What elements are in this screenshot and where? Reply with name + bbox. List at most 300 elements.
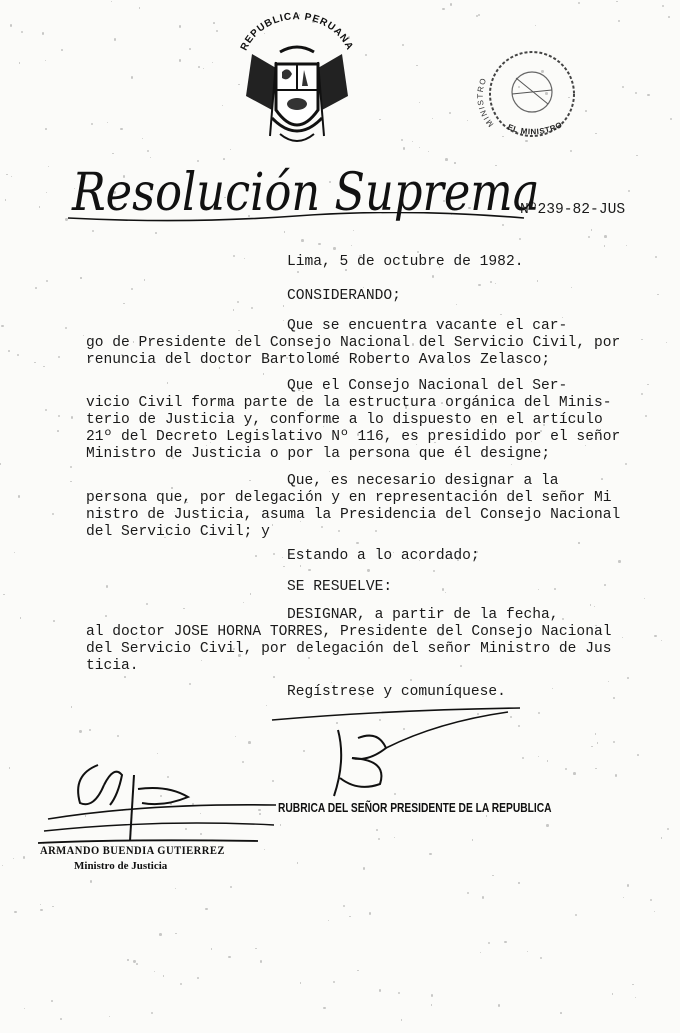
scan-speck	[394, 837, 395, 838]
scan-speck	[70, 466, 72, 468]
scan-speck	[233, 309, 234, 310]
scan-speck	[650, 899, 652, 901]
scan-speck	[565, 768, 567, 770]
scan-speck	[604, 584, 606, 586]
scan-speck	[375, 530, 377, 532]
scan-speck	[608, 681, 609, 682]
scan-speck	[243, 602, 244, 603]
document-title: Resolución Suprema	[72, 163, 540, 223]
scan-speck	[111, 1, 112, 2]
scan-speck	[431, 994, 433, 996]
scan-speck	[223, 158, 225, 160]
scan-speck	[11, 176, 12, 177]
paragraph-1-line: Que se encuentra vacante el car-	[287, 318, 568, 334]
scan-speck	[570, 150, 572, 152]
scan-speck	[467, 892, 469, 894]
scan-speck	[34, 362, 35, 363]
scan-speck	[668, 16, 670, 18]
scan-speck	[644, 598, 646, 600]
scan-speck	[595, 133, 596, 134]
scan-speck	[53, 620, 55, 622]
scan-speck	[203, 68, 204, 69]
scan-speck	[365, 54, 367, 56]
scan-speck	[578, 542, 579, 543]
scan-speck	[353, 230, 355, 232]
scan-speck	[343, 905, 345, 907]
scan-speck	[641, 393, 643, 395]
scan-speck	[591, 746, 593, 748]
scan-speck	[120, 128, 123, 131]
scan-speck	[628, 190, 630, 192]
scan-speck	[502, 224, 504, 226]
scan-speck	[486, 815, 488, 817]
scan-speck	[537, 280, 539, 282]
scan-speck	[283, 320, 284, 321]
scan-speck	[626, 245, 627, 246]
scan-speck	[657, 294, 659, 296]
scan-speck	[627, 677, 629, 679]
scan-speck	[51, 1000, 53, 1002]
paragraph-3-line: Que, es necesario designar a la	[287, 473, 559, 489]
scan-speck	[235, 736, 236, 737]
scan-speck	[1, 325, 4, 328]
scan-speck	[492, 875, 493, 876]
scan-speck	[622, 637, 623, 638]
scan-speck	[573, 772, 576, 775]
scan-speck	[442, 8, 444, 10]
scan-speck	[627, 884, 630, 887]
scan-speck	[552, 688, 553, 689]
scan-speck	[222, 105, 223, 106]
scan-speck	[213, 22, 215, 24]
scan-speck	[300, 565, 302, 567]
scan-speck	[230, 149, 231, 150]
scan-speck	[230, 886, 232, 888]
scan-speck	[398, 992, 400, 994]
scan-speck	[432, 118, 433, 119]
scan-speck	[142, 138, 143, 139]
scan-speck	[416, 65, 417, 66]
scan-speck	[604, 235, 607, 238]
scan-speck	[23, 856, 25, 858]
scan-speck	[428, 151, 430, 153]
scan-speck	[654, 635, 656, 637]
scan-speck	[571, 287, 572, 288]
scan-speck	[636, 155, 637, 156]
scan-speck	[197, 160, 199, 162]
scan-speck	[45, 409, 47, 411]
scan-speck	[18, 495, 20, 497]
scan-speck	[662, 5, 664, 7]
scan-speck	[19, 62, 21, 64]
scan-speck	[433, 570, 435, 572]
scan-speck	[255, 555, 257, 557]
scan-speck	[179, 25, 181, 27]
scan-speck	[623, 897, 624, 898]
paragraph-1-line: renuncia del doctor Bartolomé Roberto Avalos Zelasco;	[86, 352, 551, 368]
scan-speck	[283, 566, 284, 567]
scan-speck	[42, 32, 44, 34]
scan-speck	[331, 682, 332, 683]
scan-speck	[205, 908, 208, 911]
scan-speck	[641, 339, 643, 341]
scan-speck	[333, 247, 335, 249]
scan-speck	[45, 128, 47, 130]
scan-speck	[328, 920, 329, 921]
scan-speck	[518, 882, 519, 883]
scan-speck	[594, 606, 595, 607]
scan-speck	[175, 888, 176, 889]
scan-speck	[535, 25, 536, 26]
scan-speck	[442, 588, 444, 590]
scan-speck	[2, 865, 3, 866]
scan-speck	[211, 948, 212, 949]
scan-speck	[14, 552, 15, 553]
scan-speck	[616, 1, 617, 2]
svg-text:EL MINISTRO	[506, 120, 564, 136]
scan-speck	[300, 982, 301, 983]
scan-speck	[154, 971, 155, 972]
scan-speck	[613, 697, 615, 699]
scan-speck	[201, 660, 202, 661]
scan-speck	[0, 463, 1, 464]
scan-speck	[52, 906, 54, 908]
scan-speck	[127, 959, 128, 960]
scan-speck	[431, 1004, 432, 1005]
scan-speck	[401, 1019, 402, 1020]
scan-speck	[133, 960, 135, 962]
scan-speck	[238, 330, 239, 331]
rubrica-caption: RUBRICA DEL SEÑOR PRESIDENTE DE LA REPUBLICA	[278, 801, 552, 815]
paragraph-4-line: al doctor JOSE HORNA TORRES, Presidente del Consejo Nacional	[86, 624, 612, 640]
scan-speck	[175, 933, 176, 934]
considerando-heading: CONSIDERANDO;	[287, 288, 401, 304]
scan-speck	[90, 880, 92, 882]
scan-speck	[58, 356, 60, 358]
paragraph-4-line: ticia.	[86, 658, 139, 674]
scan-speck	[24, 1008, 25, 1009]
scan-speck	[35, 287, 37, 289]
scan-speck	[450, 3, 452, 5]
scan-speck	[136, 963, 138, 965]
scan-speck	[488, 942, 490, 944]
scan-speck	[297, 862, 299, 864]
scan-speck	[250, 593, 252, 595]
scan-speck	[70, 481, 72, 483]
scan-speck	[554, 588, 556, 590]
scan-speck	[402, 44, 404, 46]
scan-speck	[412, 141, 413, 142]
scan-speck	[369, 912, 371, 914]
scan-speck	[155, 232, 157, 234]
scan-speck	[419, 102, 420, 103]
scan-speck	[647, 384, 649, 386]
scan-speck	[171, 487, 172, 488]
paragraph-1-line: go de Presidente del Consejo Nacional del Servicio Civil, por	[86, 335, 621, 351]
scan-speck	[91, 123, 93, 125]
scan-speck	[356, 542, 358, 544]
scan-speck	[670, 118, 672, 120]
scan-speck	[410, 679, 412, 681]
scan-speck	[490, 281, 492, 283]
scan-speck	[460, 665, 462, 667]
scan-speck	[367, 569, 369, 571]
scan-speck	[297, 271, 299, 273]
scan-speck	[46, 280, 48, 282]
scan-speck	[117, 735, 119, 737]
paragraph-4-line: del Servicio Civil, por delegación del señor Ministro de Jus	[86, 641, 612, 657]
scan-speck	[249, 480, 250, 481]
scan-speck	[622, 86, 624, 88]
scan-speck	[591, 229, 592, 230]
ministry-seal-stamp-icon	[472, 42, 590, 142]
paragraph-2-line: Ministro de Justicia o por la persona que él designe;	[86, 446, 551, 462]
scan-speck	[272, 524, 273, 525]
scan-speck	[179, 59, 182, 62]
scan-speck	[13, 858, 14, 859]
scan-speck	[351, 245, 352, 246]
scan-speck	[476, 15, 478, 17]
paragraph-2-line: terio de Justicia y, conforme a lo dispuesto en el artículo	[86, 412, 603, 428]
scan-speck	[333, 981, 335, 983]
scan-speck	[401, 139, 403, 141]
scan-speck	[17, 354, 19, 356]
scan-speck	[482, 896, 484, 898]
scan-speck	[20, 617, 21, 618]
scan-speck	[237, 301, 239, 303]
crest-text: REPUBLICA PERUANA	[238, 11, 356, 53]
date-line: Lima, 5 de octubre de 1982.	[287, 254, 524, 270]
scan-speck	[595, 768, 597, 770]
paragraph-3-line: nistro de Justicia, asuma la Presidencia del Consejo Nacional	[86, 507, 621, 523]
scan-speck	[540, 957, 543, 960]
scan-speck	[635, 997, 636, 998]
scan-speck	[40, 909, 42, 911]
scan-speck	[445, 158, 448, 161]
scan-speck	[283, 305, 284, 306]
scan-speck	[107, 122, 108, 123]
scan-speck	[71, 416, 73, 418]
scan-speck	[321, 526, 323, 528]
scan-speck	[618, 20, 620, 22]
scan-speck	[588, 236, 590, 238]
scan-speck	[480, 952, 481, 953]
scan-speck	[189, 48, 191, 50]
paragraph-2-line: Que el Consejo Nacional del Ser-	[287, 378, 568, 394]
scan-speck	[654, 911, 656, 913]
scan-speck	[376, 829, 378, 831]
scan-speck	[124, 676, 126, 678]
scan-speck	[667, 828, 669, 830]
paragraph-4-line: DESIGNAR, a partir de la fecha,	[287, 607, 559, 623]
scan-speck	[625, 463, 627, 465]
scan-speck	[57, 430, 59, 432]
scan-speck	[647, 94, 649, 96]
scan-speck	[233, 255, 235, 257]
scan-speck	[79, 730, 81, 732]
scan-speck	[150, 157, 151, 158]
scan-speck	[105, 615, 107, 617]
scan-speck	[106, 585, 109, 588]
scan-speck	[661, 837, 663, 839]
scan-speck	[456, 304, 457, 305]
scan-speck	[144, 279, 145, 280]
scan-speck	[495, 283, 496, 284]
scan-speck	[216, 30, 218, 32]
scan-speck	[273, 553, 275, 555]
scan-speck	[498, 1004, 500, 1006]
scan-speck	[147, 150, 149, 152]
scan-speck	[378, 838, 380, 840]
scan-speck	[6, 174, 8, 176]
scan-speck	[92, 230, 94, 232]
scan-speck	[632, 984, 633, 985]
scan-speck	[109, 1016, 111, 1018]
scan-speck	[71, 706, 73, 708]
paragraph-2-line: vicio Civil forma parte de la estructura orgánica del Minis-	[86, 395, 612, 411]
paragraph-3-line: persona que, por delegación y en representación del señor Mi	[86, 490, 612, 506]
scan-speck	[538, 589, 539, 590]
scan-speck	[159, 933, 162, 936]
svg-text:MINISTRO	[476, 76, 496, 128]
resuelve-heading: SE RESUELVE:	[287, 579, 393, 595]
scan-speck	[323, 1007, 326, 1010]
scan-speck	[114, 38, 116, 40]
scan-speck	[308, 569, 310, 571]
scan-speck	[595, 733, 596, 734]
scan-speck	[198, 66, 200, 68]
scan-speck	[472, 839, 473, 840]
scan-speck	[151, 1012, 153, 1014]
scan-speck	[478, 14, 480, 16]
scan-speck	[284, 231, 286, 233]
scan-speck	[575, 914, 577, 916]
scan-speck	[301, 239, 304, 242]
scan-speck	[123, 303, 124, 304]
scan-speck	[263, 373, 265, 375]
scan-speck	[403, 147, 406, 150]
scan-speck	[519, 238, 521, 240]
closing-line: Regístrese y comuníquese.	[287, 684, 506, 700]
scan-speck	[46, 192, 47, 193]
scan-speck	[163, 975, 164, 976]
scan-speck	[547, 760, 548, 761]
resolution-number: Nº239-82-JUS	[520, 202, 626, 218]
scan-speck	[655, 256, 657, 258]
scan-speck	[10, 24, 13, 27]
scan-speck	[45, 60, 46, 61]
scan-speck	[417, 251, 419, 253]
coat-of-arms-icon	[232, 6, 362, 156]
scan-speck	[260, 960, 262, 962]
scan-speck	[48, 166, 49, 167]
scan-speck	[527, 951, 528, 952]
scan-speck	[618, 560, 620, 562]
scan-speck	[338, 530, 340, 532]
scan-speck	[280, 824, 282, 826]
signatory-role: Ministro de Justicia	[74, 860, 168, 872]
scan-speck	[212, 62, 213, 63]
scan-speck	[432, 275, 434, 277]
scan-speck	[3, 594, 4, 595]
scan-speck	[80, 277, 81, 278]
scan-speck	[83, 335, 84, 336]
scan-speck	[349, 916, 351, 918]
scan-speck	[615, 774, 617, 776]
scan-speck	[478, 284, 480, 286]
scan-speck	[255, 948, 256, 949]
scan-speck	[560, 1012, 562, 1014]
scan-speck	[597, 742, 599, 744]
scan-speck	[562, 618, 564, 620]
scan-speck	[635, 92, 637, 94]
scan-speck	[189, 683, 191, 685]
scan-speck	[504, 941, 507, 944]
scan-speck	[14, 911, 16, 913]
scan-speck	[65, 327, 67, 329]
scan-speck	[379, 119, 381, 121]
scan-speck	[89, 729, 91, 731]
title-flourish	[66, 212, 526, 224]
scan-speck	[21, 31, 23, 33]
paragraph-3-line: del Servicio Civil; y	[86, 524, 270, 540]
scan-speck	[5, 199, 7, 201]
scan-speck	[445, 592, 447, 594]
scan-speck	[429, 853, 432, 856]
scan-speck	[8, 350, 10, 352]
scan-speck	[228, 956, 230, 958]
seal-text-left: MINISTRO	[475, 76, 496, 129]
scan-speck	[139, 7, 140, 8]
scan-speck	[43, 366, 45, 368]
scan-speck	[601, 478, 603, 480]
scan-speck	[58, 415, 60, 417]
scan-speck	[146, 603, 148, 605]
paragraph-2-line: 21º del Decreto Legislativo Nº 116, es presidido por el señor	[86, 429, 621, 445]
scan-speck	[612, 993, 614, 995]
minister-signature-icon	[38, 745, 278, 855]
scan-speck	[357, 970, 359, 972]
scan-speck	[39, 206, 40, 207]
scan-speck	[546, 824, 548, 826]
signatory-name: ARMANDO BUENDIA GUTIERREZ	[40, 845, 225, 857]
scan-speck	[180, 983, 182, 985]
scan-speck	[131, 288, 133, 290]
scan-speck	[61, 49, 63, 51]
scan-speck	[251, 307, 253, 309]
scan-speck	[661, 640, 662, 641]
scan-speck	[197, 977, 199, 979]
acordado-line: Estando a lo acordado;	[287, 548, 480, 564]
scan-speck	[9, 767, 10, 768]
scan-speck	[167, 382, 168, 383]
scan-speck	[613, 741, 615, 743]
scan-speck	[379, 989, 381, 991]
seal-text-bottom: EL MINISTRO	[506, 119, 565, 137]
scan-speck	[538, 712, 540, 714]
scan-speck	[637, 754, 639, 756]
scan-speck	[244, 258, 245, 259]
scan-speck	[52, 513, 54, 515]
scan-speck	[273, 676, 275, 678]
scan-speck	[131, 76, 133, 78]
scan-speck	[183, 608, 185, 610]
president-signature-icon	[268, 700, 528, 810]
scan-speck	[666, 342, 667, 343]
scan-speck	[60, 1018, 62, 1020]
scan-speck	[467, 120, 468, 121]
scan-speck	[645, 415, 647, 417]
